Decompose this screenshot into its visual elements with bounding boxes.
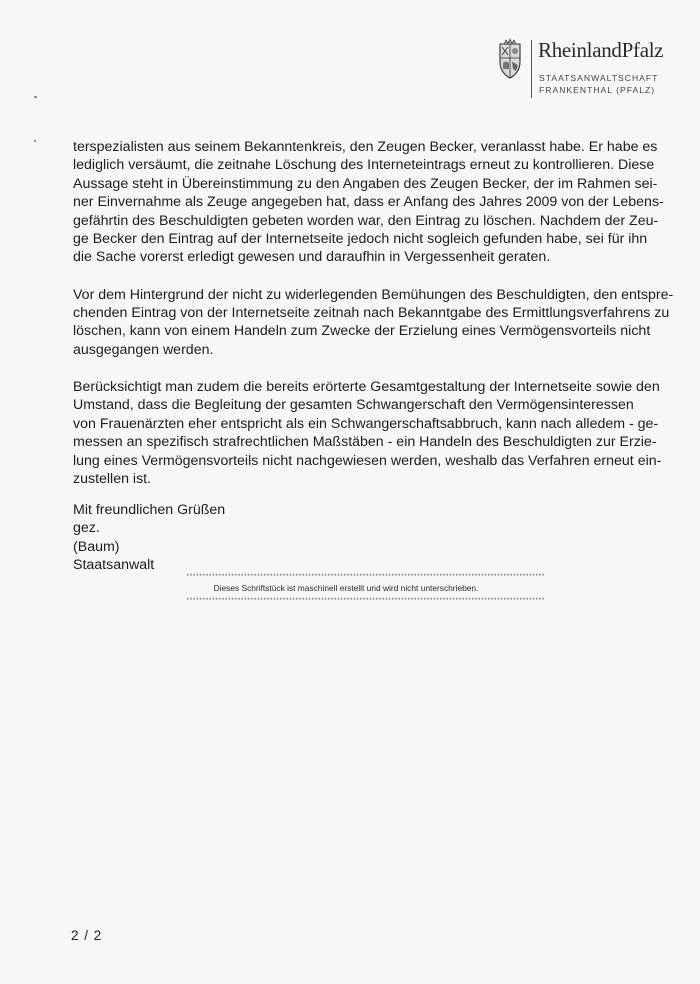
brand-name: RheinlandPfalz <box>538 38 664 62</box>
text-line: ausgegangen werden. <box>73 341 214 358</box>
notice-text: Dieses Schriftstück ist maschinell erstellt und wird nicht unterschrieben. <box>213 583 479 593</box>
machine-generated-notice <box>186 573 545 604</box>
page-number: 2 / 2 <box>71 928 103 943</box>
signer-name: (Baum) <box>73 538 120 555</box>
paragraph <box>73 378 669 488</box>
text-line: Vor dem Hintergrund der nicht zu widerlegenden Bemühungen des Beschuldigten, den entspre- <box>73 286 674 303</box>
text-line: messen an spezifisch strafrechtlichen Maßstäben - ein Handeln des Beschuldigten zur Erzie- <box>73 434 657 451</box>
header-logo <box>495 38 685 102</box>
notice-border-top: **************************************************************************************************************** <box>186 573 545 580</box>
paragraph <box>73 286 674 360</box>
text-line: löschen, kann von einem Handeln zum Zwecke der Erzielung eines Vermögensvorteils nicht <box>73 323 651 340</box>
logo-divider <box>531 40 532 98</box>
text-line: von Frauenärzten eher entspricht als ein Schwangerschaftsabbruch, kann nach alledem - ge- <box>73 415 659 432</box>
rheinland-pfalz-crest-icon <box>495 38 525 82</box>
agency-line-1: STAATSANWALTSCHAFT <box>539 73 659 83</box>
signer-title: Staatsanwalt <box>73 557 155 574</box>
paragraph <box>73 138 669 267</box>
signed-by-note: gez. <box>73 520 100 537</box>
text-line: zustellen ist. <box>73 471 152 488</box>
greeting: Mit freundlichen Grüßen <box>73 502 226 518</box>
text-line: lung eines Vermögensvorteils nicht nachgewiesen werden, weshalb das Verfahren erneut ein- <box>73 452 662 469</box>
text-line: lediglich versäumt, die zeitnahe Löschung des Interneteintrags erneut zu kontrollieren. Diese <box>73 157 655 174</box>
text-line: Berücksichtigt man zudem die bereits erörterte Gesamtgestaltung der Internetseite sowie den <box>73 379 660 396</box>
agency-line-2: FRANKENTHAL (PFALZ) <box>539 85 656 95</box>
letter-body <box>73 138 674 507</box>
text-line: Umstand, dass die Begleitung der gesamten Schwangerschaft den Vermögensinteressen <box>73 397 634 414</box>
text-line: ner Einvernahme als Zeuge angegeben hat, dass er Anfang des Jahres 2009 von der Lebens- <box>73 194 664 211</box>
text-line: ge Becker den Eintrag auf der Internetseite jedoch nicht sogleich gefunden habe, sei für ihn <box>73 231 648 248</box>
text-line: die Sache vorerst erledigt gewesen und daraufhin in Vergessenheit geraten. <box>73 249 551 266</box>
text-line: terspezialisten aus seinem Bekanntenkreis, den Zeugen Becker, veranlasst habe. Er habe es <box>73 139 658 155</box>
agency-name <box>539 72 658 96</box>
scan-speck <box>34 140 36 142</box>
closing-block <box>73 501 225 575</box>
text-line: gefährtin des Beschuldigten gebeten worden war, den Eintrag zu löschen. Nachdem der Zeu- <box>73 212 659 229</box>
text-line: chenden Eintrag von der Internetseite zeitnah nach Bekanntgabe des Ermittlungsverfahrens zu <box>73 305 670 322</box>
text-line: Aussage steht in Übereinstimmung zu den Angaben des Zeugen Becker, der im Rahmen sei- <box>73 175 658 192</box>
notice-border-bottom: **************************************************************************************************************** <box>186 597 545 604</box>
scan-speck <box>34 96 37 98</box>
